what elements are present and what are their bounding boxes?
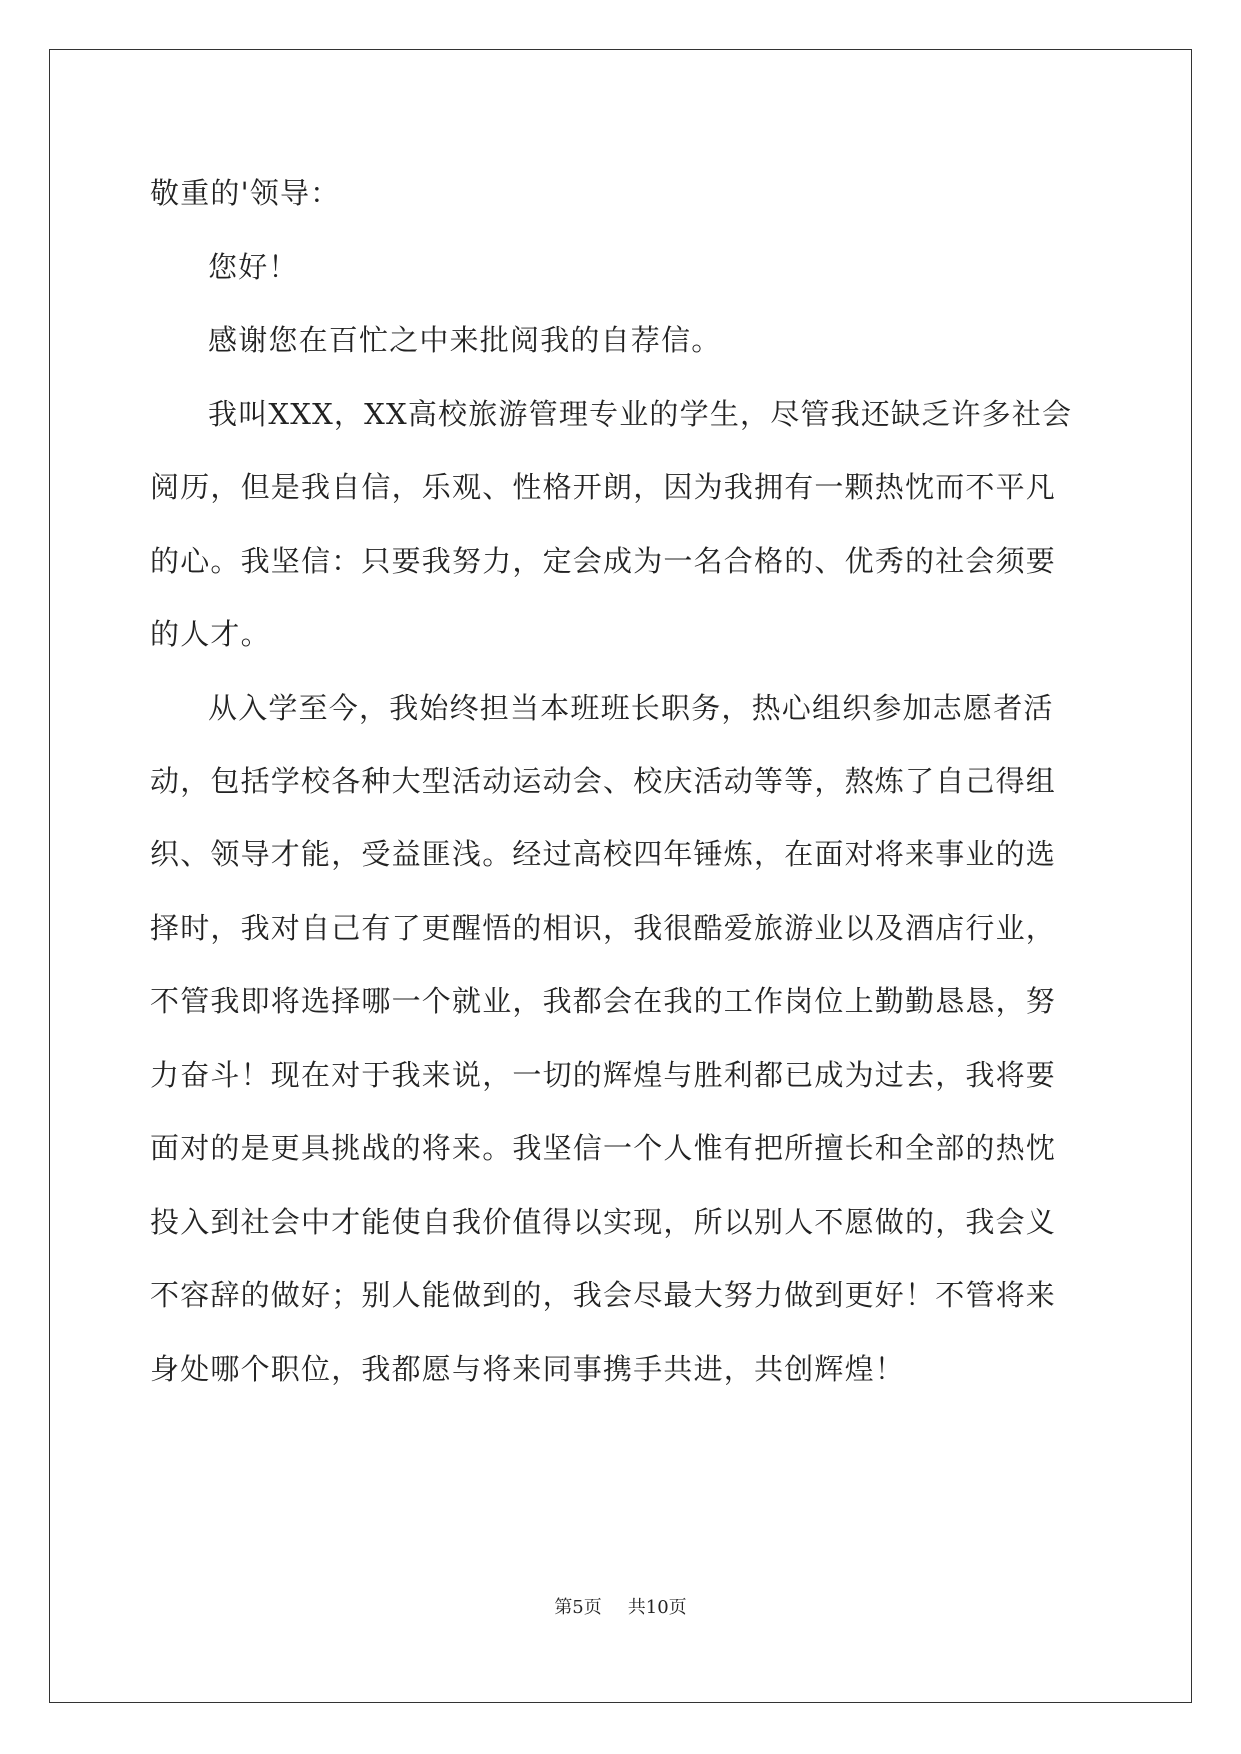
page-footer [0,1593,1241,1619]
body-line: 我叫XXX，XX高校旅游管理专业的学生，尽管我还缺乏许多社会 [208,397,1073,431]
salutation: 敬重的'领导： [150,176,341,210]
page-total: 共10页 [627,1597,687,1618]
body-line: 择时，我对自己有了更醒悟的相识，我很酷爱旅游业以及酒店行业， [150,911,1057,945]
body-line: 织、领导才能，受益匪浅。经过高校四年锤炼，在面对将来事业的选 [150,837,1057,871]
body-line: 的人才。 [150,617,271,651]
body-line: 从入学至今，我始终担当本班班长职务，热心组织参加志愿者活 [208,691,1054,725]
body-line: 力奋斗！现在对于我来说，一切的辉煌与胜利都已成为过去，我将要 [150,1058,1057,1092]
body-line: 动，包括学校各种大型活动运动会、校庆活动等等，熬炼了自己得组 [150,764,1057,798]
body-line: 身处哪个职位，我都愿与将来同事携手共进，共创辉煌！ [150,1352,906,1386]
page-border [49,49,1192,1703]
body-line: 阅历，但是我自信，乐观、性格开朗，因为我拥有一颗热忱而不平凡 [150,470,1057,504]
body-line: 不容辞的做好；别人能做到的，我会尽最大努力做到更好！不管将来 [150,1278,1057,1312]
page-number: 第5页 [554,1597,602,1618]
body-line: 感谢您在百忙之中来批阅我的自荐信。 [208,323,722,357]
body-line: 面对的是更具挑战的将来。我坚信一个人惟有把所擅长和全部的热忱 [150,1131,1057,1165]
body-line: 投入到社会中才能使自我价值得以实现，所以别人不愿做的，我会义 [150,1205,1057,1239]
body-line: 的心。我坚信：只要我努力，定会成为一名合格的、优秀的社会须要 [150,544,1057,578]
body-line: 不管我即将选择哪一个就业，我都会在我的工作岗位上勤勤恳恳，努 [150,984,1057,1018]
greeting: 您好！ [208,250,299,284]
